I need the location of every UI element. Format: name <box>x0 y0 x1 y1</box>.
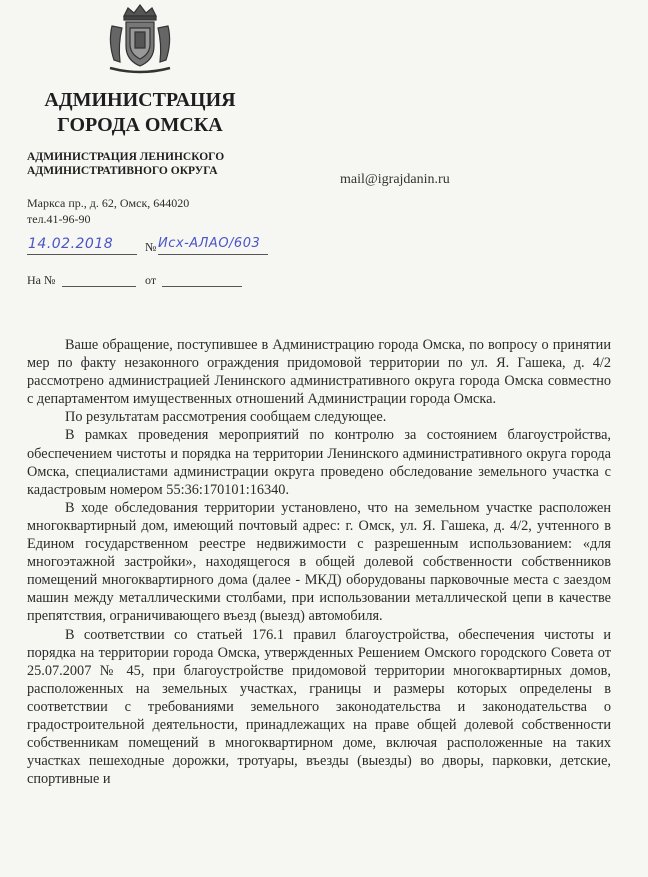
reply-number-blank <box>62 286 136 287</box>
org-title-line1: АДМИНИСТРАЦИЯ <box>44 89 236 111</box>
reply-date-blank <box>162 286 242 287</box>
body-paragraph-1: Ваше обращение, поступившее в Администрацию города Омска, по вопросу о принятии мер по факту незаконного ограждения придомовой территории по ул. Я. Гашека, д. 4/2 рассмотрено администрацией Ленинского административного округа города Омска совместно с департаментом имущественных отношений Администрации города Омска. <box>27 337 611 408</box>
sub-org-line1: АДМИНИСТРАЦИЯ ЛЕНИНСКОГО <box>27 151 225 163</box>
date-underline <box>27 254 137 255</box>
body-paragraph-2: По результатам рассмотрения сообщаем следующее. <box>65 409 387 426</box>
number-underline <box>158 254 268 255</box>
org-title-line2: ГОРОДА ОМСКА <box>57 114 223 136</box>
coat-of-arms-emblem <box>102 2 178 78</box>
body-paragraph-5: В соответствии со статьей 176.1 правил благоустройства, обеспечения чистоты и порядка на территории города Омска, утвержденных Решением Омского городского Совета от 25.07.2007 № 45, при благоустройстве придомовой территории многоквартирных домов, расположенных на земельных участках, границы и размеры которых определены в соответствии с требованиями земельного законодательства и законодательства о градостроительной деятельности, принадлежащих на праве общей долевой собственности собственникам помещений в многоквартирном доме, включая расположенные на таких участках пешеходные дорожки, тротуары, въезды (выезды) во дворы, парковки, детские, спортивные и <box>27 626 611 788</box>
outgoing-date-handwritten: 14.02.2018 <box>28 236 114 252</box>
org-address: Маркса пр., д. 62, Омск, 644020 <box>27 196 190 210</box>
outgoing-number-handwritten: Исх-АЛАО/603 <box>158 236 261 251</box>
letter-body <box>27 336 611 788</box>
number-symbol: № <box>145 240 157 254</box>
reply-to-label: На № <box>27 273 56 287</box>
from-label: от <box>145 273 157 287</box>
recipient-email: mail@igrajdanin.ru <box>340 172 450 187</box>
org-phone: тел.41-96-90 <box>27 212 91 226</box>
body-paragraph-3: В рамках проведения мероприятий по контролю за состоянием благоустройства, обеспечением чистоты и порядка на территории Ленинского административного округа города Омска, специалистами администрации округа проведено обследование земельного участка с кадастровым номером 55:36:170101:16340. <box>27 427 611 498</box>
body-paragraph-4: В ходе обследования территории установлено, что на земельном участке расположен многоквартирный дом, имеющий почтовый адрес: г. Омск, ул. Я. Гашека, д. 4/2, учтенного в Едином государственном реестре недвижимости с разрешенным использованием: «для многоэтажной застройки», находящегося в общей долевой собственности собственников помещений многоквартирного дома (далее - МКД) оборудованы парковочные места с заездом машин между металлическими столбами, при использовании металлической цепи в качестве препятствия, ограничивающего въезд (выезд) автомобиля. <box>27 499 611 625</box>
sub-org-line2: АДМИНИСТРАТИВНОГО ОКРУГА <box>27 165 218 177</box>
